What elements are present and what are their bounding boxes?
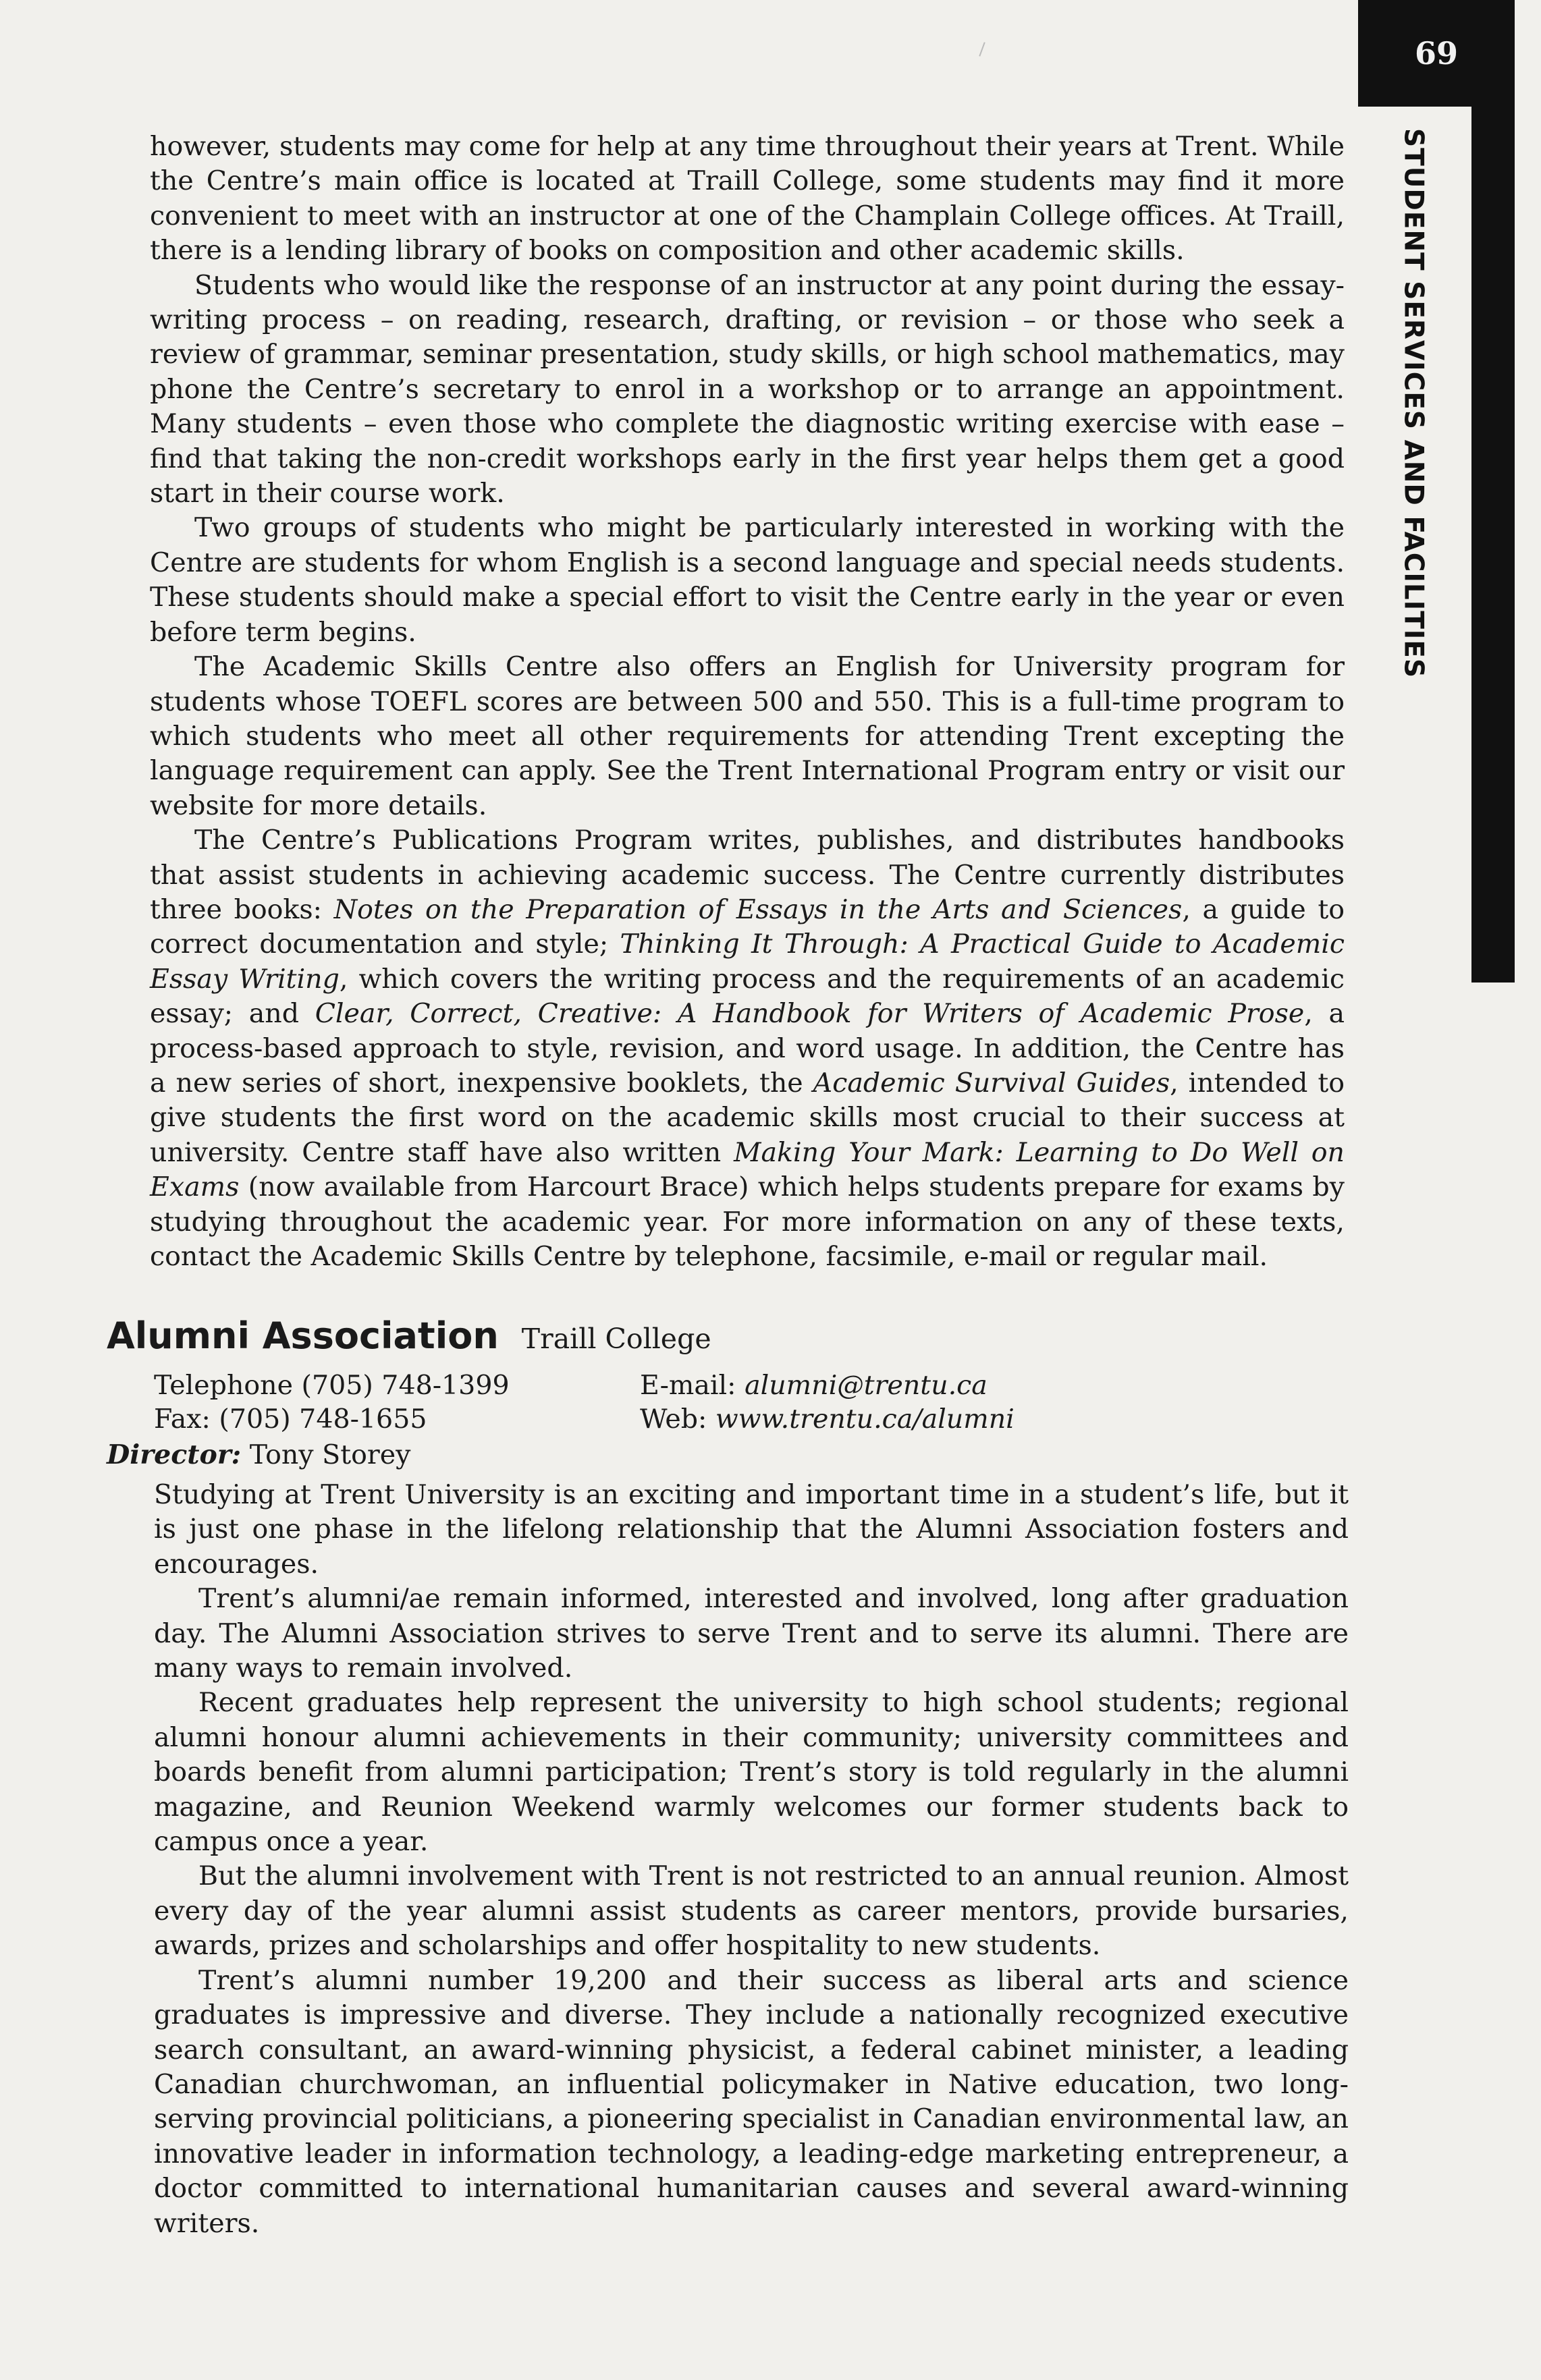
paragraph-text: The Academic Skills Centre also offers an English for University program for students whose TOEFL scores are between 500 and 550. This is a full-time program to which students who meet all other requirements for attending Trent excepting the language requirement can apply. See the Trent International Program entry or visit our website for more details. bbox=[150, 651, 1345, 821]
body-paragraph bbox=[150, 511, 1345, 650]
paragraph-text: , intended to give students the first word on the academic skills most crucial to their success at university. Centre staff have also written bbox=[150, 1067, 1345, 1168]
email-row bbox=[640, 1368, 1247, 1402]
body-paragraph: But the alumni involvement with Trent is not restricted to an annual reunion. Almost every day of the year alumni assist students as career mentors, provide bursaries, awards, prizes and scholarships and offer hospitality to new students. bbox=[154, 1860, 1349, 1962]
email-label: E-mail: bbox=[640, 1370, 745, 1401]
body-paragraph: Recent graduates help represent the university to high school students; regional alumni honour alumni achievements in their community; university committees and boards benefit from alumni participation; Trent’s story is told regularly in the alumni magazine, and Reunion Weekend warmly welcomes our former students back to campus once a year. bbox=[154, 1687, 1349, 1858]
section-tab-title: STUDENT SERVICES AND FACILITIES bbox=[1398, 128, 1429, 679]
body-paragraph bbox=[150, 269, 1345, 511]
section-heading bbox=[107, 1314, 1349, 1368]
book-title: Making Your Mark: Learning to Do Well on Exams bbox=[150, 1136, 1345, 1203]
paragraph-text: (now available from Harcourt Brace) which helps students prepare for exams by studying throughout the academic year. For more information on any of these texts, contact the Academic Skills Centre by telephone, facsimile, e-mail or regular mail. bbox=[150, 1171, 1345, 1272]
paragraph-text: , a guide to correct documentation and style; bbox=[150, 893, 1345, 960]
book-title: Notes on the Preparation of Essays in the Arts and Sciences bbox=[333, 893, 1183, 925]
page-number: 69 bbox=[1358, 0, 1515, 107]
book-title: Thinking It Through: A Practical Guide to Academic Essay Writing bbox=[150, 929, 1345, 995]
fax: Fax: (705) 748-1655 bbox=[154, 1404, 427, 1435]
telephone: Telephone (705) 748-1399 bbox=[154, 1370, 510, 1401]
book-title: Academic Survival Guides bbox=[813, 1067, 1170, 1099]
paragraph-text: , which covers the writing process and the requirements of an academic essay; and bbox=[150, 963, 1345, 1030]
body-paragraph: Studying at Trent University is an exciting and important time in a student’s life, but it is just one phase in the lifelong relationship that the Alumni Association fosters and encourages. bbox=[154, 1479, 1349, 1580]
director-label: Director: bbox=[107, 1439, 242, 1470]
paragraph-text: Two groups of students who might be particularly interested in working with the Centre are students for whom English is a second language and special needs students. These students should make a special effort to visit the Centre early in the year or even before term begins. bbox=[150, 512, 1345, 648]
alumni-association-section bbox=[107, 1314, 1349, 2241]
publications-paragraph bbox=[150, 823, 1345, 1274]
contact-info bbox=[154, 1368, 1349, 1436]
website-link[interactable]: www.trentu.ca/alumni bbox=[715, 1404, 1015, 1435]
paragraph-text: , a process-based approach to style, revision, and word usage. In addition, the Centre has a new series of short, inexpensive booklets, the bbox=[150, 998, 1345, 1099]
paragraph-text: The Centre’s Publications Program writes, publishes, and distributes handbooks that assist students in achieving academic success. The Centre currently distributes three books: bbox=[150, 825, 1345, 925]
body-paragraph: Trent’s alumni number 19,200 and their success as liberal arts and science graduates is impressive and diverse. They include a nationally recognized executive search consultant, an award-winning physicist, a federal cabinet minister, a leading Canadian churchwoman, an influential policymaker in Native education, two long-serving provincial politicians, a pioneering specialist in Canadian environmental law, an innovative leader in information technology, a leading-edge marketing entrepreneur, a doctor committed to international humanitarian causes and several award-winning writers. bbox=[154, 1964, 1349, 2239]
body-paragraph bbox=[150, 130, 1345, 269]
web-row bbox=[640, 1402, 1247, 1436]
director-name: Tony Storey bbox=[241, 1439, 411, 1470]
alumni-body bbox=[154, 1478, 1349, 2241]
section-location: Traill College bbox=[521, 1323, 711, 1355]
continued-section bbox=[150, 130, 1345, 1274]
email-address[interactable]: alumni@trentu.ca bbox=[745, 1370, 988, 1401]
book-title: Clear, Correct, Creative: A Handbook for Writers of Academic Prose bbox=[315, 998, 1305, 1030]
scan-mark bbox=[979, 42, 985, 56]
web-label: Web: bbox=[640, 1404, 715, 1435]
section-tab-bar bbox=[1471, 107, 1515, 983]
director-row bbox=[107, 1436, 1349, 1474]
body-paragraph: Trent’s alumni/ae remain informed, interested and involved, long after graduation day. The Alumni Association strives to serve Trent and to serve its alumni. There are many ways to remain involved. bbox=[154, 1583, 1349, 1684]
body-paragraph bbox=[150, 650, 1345, 823]
paragraph-text: however, students may come for help at any time throughout their years at Trent. While the Centre’s main office is located at Traill College, some students may find it more convenient to meet with an instructor at one of the Champlain College offices. At Traill, there is a lending library of books on composition and other academic skills. bbox=[150, 131, 1345, 267]
paragraph-text: Students who would like the response of an instructor at any point during the essay-writing process – on reading, research, drafting, or revision – or those who seek a review of grammar, seminar presentation, study skills, or high school mathematics, may phone the Centre’s secretary to enrol in a workshop or to arrange an appointment. Many students – even those who complete the diagnostic writing exercise with ease – find that taking the non-credit workshops early in the first year helps them get a good start in their course work. bbox=[150, 269, 1345, 509]
section-title: Alumni Association bbox=[107, 1314, 499, 1357]
